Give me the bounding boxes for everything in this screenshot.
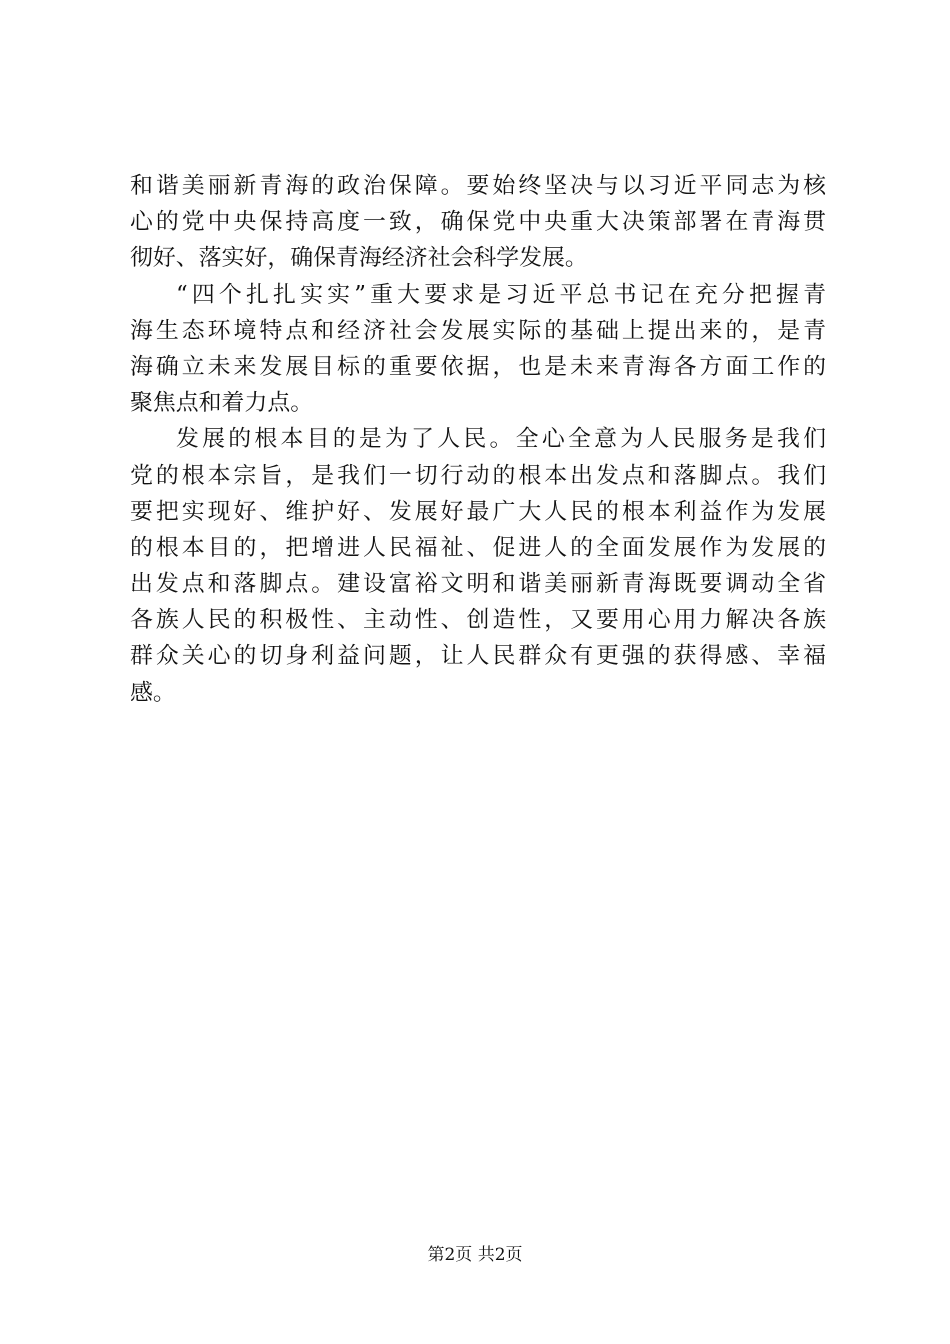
document-body	[130, 168, 826, 711]
page-footer: 第2页 共2页	[427, 1245, 523, 1265]
text-line: “四个扎扎实实”重大要求是习近平总书记在充分把握青	[176, 281, 826, 308]
text-line: 和谐美丽新青海的政治保障。要始终坚决与以习近平同志为核	[130, 173, 826, 199]
text-line: 聚焦点和着力点。	[130, 390, 314, 417]
text-line: 彻好、落实好，确保青海经济社会科学发展。	[130, 245, 588, 272]
text-line: 的根本目的，把增进人民福祉、促进人的全面发展作为发展的	[130, 534, 826, 561]
text-line: 出发点和落脚点。建设富裕文明和谐美丽新青海既要调动全省	[130, 571, 826, 598]
text-line: 海生态环境特点和经济社会发展实际的基础上提出来的，是青	[130, 317, 826, 344]
text-line: 党的根本宗旨，是我们一切行动的根本出发点和落脚点。我们	[130, 462, 826, 489]
text-line: 要把实现好、维护好、发展好最广大人民的根本利益作为发展	[130, 498, 826, 525]
text-line: 感。	[130, 679, 176, 706]
text-line: 心的党中央保持高度一致，确保党中央重大决策部署在青海贯	[130, 209, 826, 236]
text-line: 发展的根本目的是为了人民。全心全意为人民服务是我们	[176, 426, 826, 453]
text-line: 各族人民的积极性、主动性、创造性，又要用心用力解决各族	[130, 607, 826, 634]
text-line: 群众关心的切身利益问题，让人民群众有更强的获得感、幸福	[130, 643, 826, 670]
text-line: 海确立未来发展目标的重要依据，也是未来青海各方面工作的	[130, 353, 826, 380]
